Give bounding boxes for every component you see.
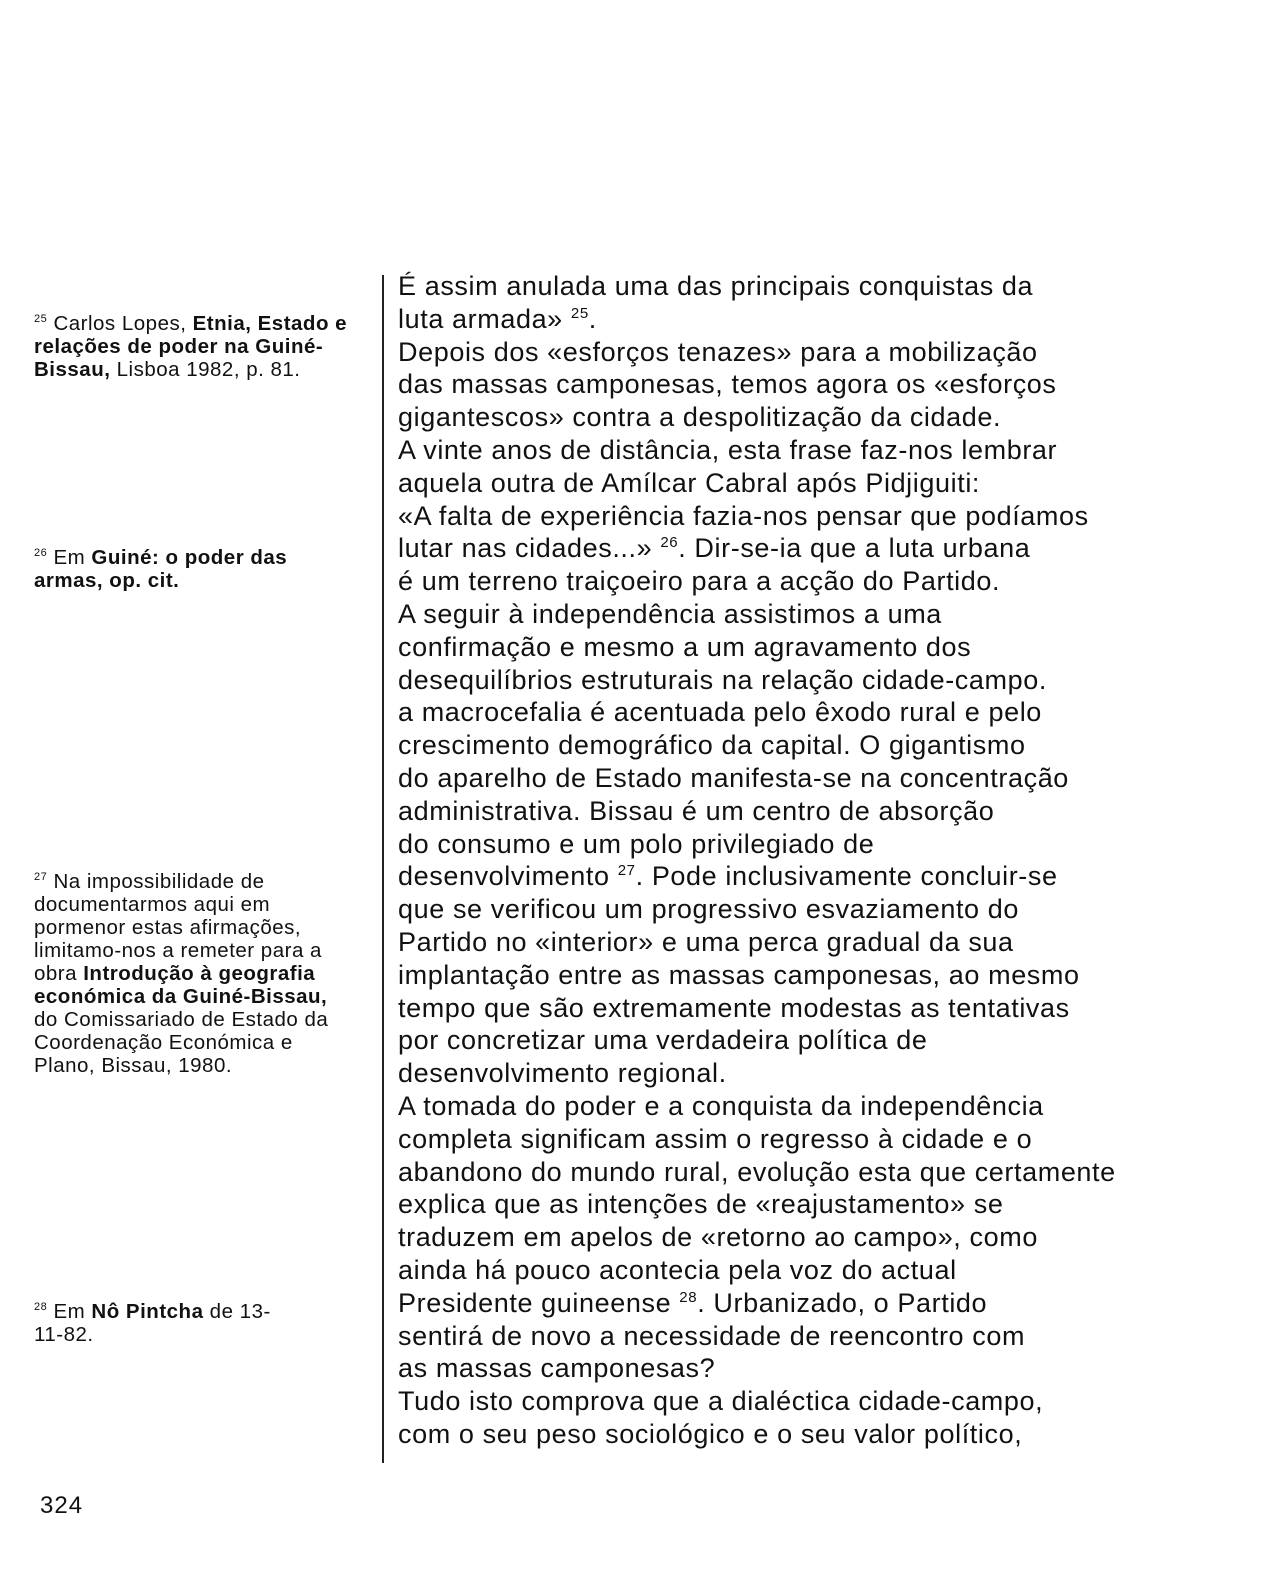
text-segment: Partido no «interior» e uma perca gradual da sua	[398, 926, 1014, 957]
text-segment: traduzem em apelos de «retorno ao campo», como	[398, 1222, 1038, 1253]
footnote-number: 25	[34, 313, 48, 325]
footnote-text: do Comissariado de Estado da Coordenação Económica e Plano, Bissau, 1980.	[34, 1008, 329, 1077]
footnote-27	[34, 870, 354, 1077]
footnote-text: Lisboa 1982, p. 81.	[110, 358, 301, 381]
text-line	[398, 795, 1238, 828]
text-segment: confirmação e mesmo a um agravamento dos	[398, 631, 972, 662]
footnote-text: Em	[47, 1300, 92, 1323]
text-line	[398, 1418, 1238, 1451]
text-segment: do consumo e um polo privilegiado de	[398, 828, 875, 859]
text-segment: aquela outra de Amílcar Cabral após Pidjiguiti:	[398, 467, 981, 498]
text-line	[398, 1385, 1238, 1418]
text-line	[398, 1352, 1238, 1385]
text-segment: desequilíbrios estruturais na relação cidade-campo.	[398, 664, 1047, 695]
text-line	[398, 828, 1238, 861]
text-line	[398, 467, 1238, 500]
text-line	[398, 270, 1238, 303]
footnote-title: Guiné: o poder das armas, op. cit.	[34, 546, 288, 592]
text-segment: é um terreno traiçoeiro para a acção do Partido.	[398, 566, 1001, 597]
text-segment: ainda há pouco acontecia pela voz do actual	[398, 1254, 957, 1285]
text-line	[398, 434, 1238, 467]
text-segment: desenvolvimento regional.	[398, 1058, 727, 1089]
text-line	[398, 860, 1238, 893]
text-segment: . Dir-se-ia que a luta urbana	[678, 533, 1031, 564]
text-line	[398, 1221, 1238, 1254]
footnote-ref: 28	[679, 1288, 698, 1306]
text-segment: administrativa. Bissau é um centro de absorção	[398, 795, 995, 826]
text-line	[398, 893, 1238, 926]
text-line	[398, 565, 1238, 598]
text-segment: sentirá de novo a necessidade de reencontro com	[398, 1320, 1026, 1351]
text-line	[398, 500, 1238, 533]
text-segment: Presidente guineense	[398, 1287, 680, 1318]
footnote-number: 26	[34, 547, 48, 559]
footnote-text: Carlos Lopes,	[47, 312, 193, 335]
text-line	[398, 1057, 1238, 1090]
text-line	[398, 1287, 1238, 1320]
text-segment: A vinte anos de distância, esta frase faz-nos lembrar	[398, 434, 1058, 465]
text-segment: crescimento demográfico da capital. O gigantismo	[398, 730, 1026, 761]
text-line	[398, 1123, 1238, 1156]
text-line	[398, 1090, 1238, 1123]
text-segment: com o seu peso sociológico e o seu valor político,	[398, 1418, 1023, 1449]
text-line	[398, 926, 1238, 959]
footnote-ref: 25	[570, 304, 589, 322]
text-line	[398, 992, 1238, 1025]
text-segment: lutar nas cidades...»	[398, 533, 661, 564]
text-line	[398, 401, 1238, 434]
text-line	[398, 598, 1238, 631]
footnote-number: 27	[34, 871, 48, 883]
footnote-26	[34, 546, 354, 592]
text-line	[398, 303, 1238, 336]
margin-rule	[382, 275, 384, 1463]
text-segment: .	[588, 303, 597, 334]
footnote-28	[34, 1300, 274, 1346]
text-segment: Depois dos «esforços tenazes» para a mobilização	[398, 336, 1038, 367]
text-line	[398, 631, 1238, 664]
text-segment: luta armada»	[398, 303, 571, 334]
text-line	[398, 1024, 1238, 1057]
text-segment: A seguir à independência assistimos a uma	[398, 598, 942, 629]
footnote-ref: 26	[660, 534, 679, 552]
text-segment: desenvolvimento	[398, 861, 618, 892]
text-segment: a macrocefalia é acentuada pelo êxodo rural e pelo	[398, 697, 1042, 728]
footnote-text: de 13-11-82.	[34, 1300, 271, 1346]
text-segment: É assim anulada uma das principais conquistas da	[398, 271, 1034, 301]
text-segment: que se verificou um progressivo esvaziamento do	[398, 894, 1019, 925]
text-line	[398, 1188, 1238, 1221]
text-line	[398, 1156, 1238, 1189]
text-line	[398, 368, 1238, 401]
text-segment: as massas camponesas?	[398, 1353, 716, 1384]
text-line	[398, 1254, 1238, 1287]
text-segment: abandono do mundo rural, evolução esta que certamente	[398, 1156, 1116, 1187]
footnote-number: 28	[34, 1301, 48, 1313]
text-segment: . Pode inclusivamente concluir-se	[635, 861, 1058, 892]
text-line	[398, 762, 1238, 795]
footnote-text: Em	[47, 546, 92, 569]
text-line	[398, 696, 1238, 729]
text-line	[398, 664, 1238, 697]
text-segment: gigantescos» contra a despolitização da cidade.	[398, 402, 1002, 433]
text-segment: do aparelho de Estado manifesta-se na concentração	[398, 762, 1069, 793]
text-segment: completa significam assim o regresso à cidade e o	[398, 1123, 1033, 1154]
footnote-25	[34, 312, 354, 381]
text-segment: por concretizar uma verdadeira política de	[398, 1025, 928, 1056]
text-segment: tempo que são extremamente modestas as tentativas	[398, 992, 1070, 1023]
text-segment: explica que as intenções de «reajustamento» se	[398, 1189, 1004, 1220]
text-segment: implantação entre as massas camponesas, ao mesmo	[398, 959, 1080, 990]
text-segment: . Urbanizado, o Partido	[697, 1287, 988, 1318]
text-line	[398, 959, 1238, 992]
text-line	[398, 336, 1238, 369]
text-segment: das massas camponesas, temos agora os «esforços	[398, 369, 1057, 400]
footnote-ref: 27	[617, 862, 636, 880]
text-line	[398, 532, 1238, 565]
footnote-text: Na impossibilidade de documentarmos aqui em pormenor estas afirmações, limitamo-nos a remeter para a obra	[34, 870, 322, 985]
text-segment: «A falta de experiência fazia-nos pensar que podíamos	[398, 500, 1089, 531]
main-text-column	[398, 270, 1238, 1451]
page-number: 324	[40, 1492, 84, 1519]
text-segment: Tudo isto comprova que a dialéctica cidade-campo,	[398, 1386, 1044, 1417]
text-line	[398, 729, 1238, 762]
text-segment: A tomada do poder e a conquista da independência	[398, 1090, 1044, 1121]
footnote-title: Nô Pintcha	[91, 1300, 204, 1323]
footnote-title: Etnia, Estado e relações de poder na Guiné-Bissau,	[34, 312, 348, 381]
text-line	[398, 1320, 1238, 1353]
footnote-title: Introdução à geografia económica da Guiné-Bissau,	[34, 962, 328, 1008]
